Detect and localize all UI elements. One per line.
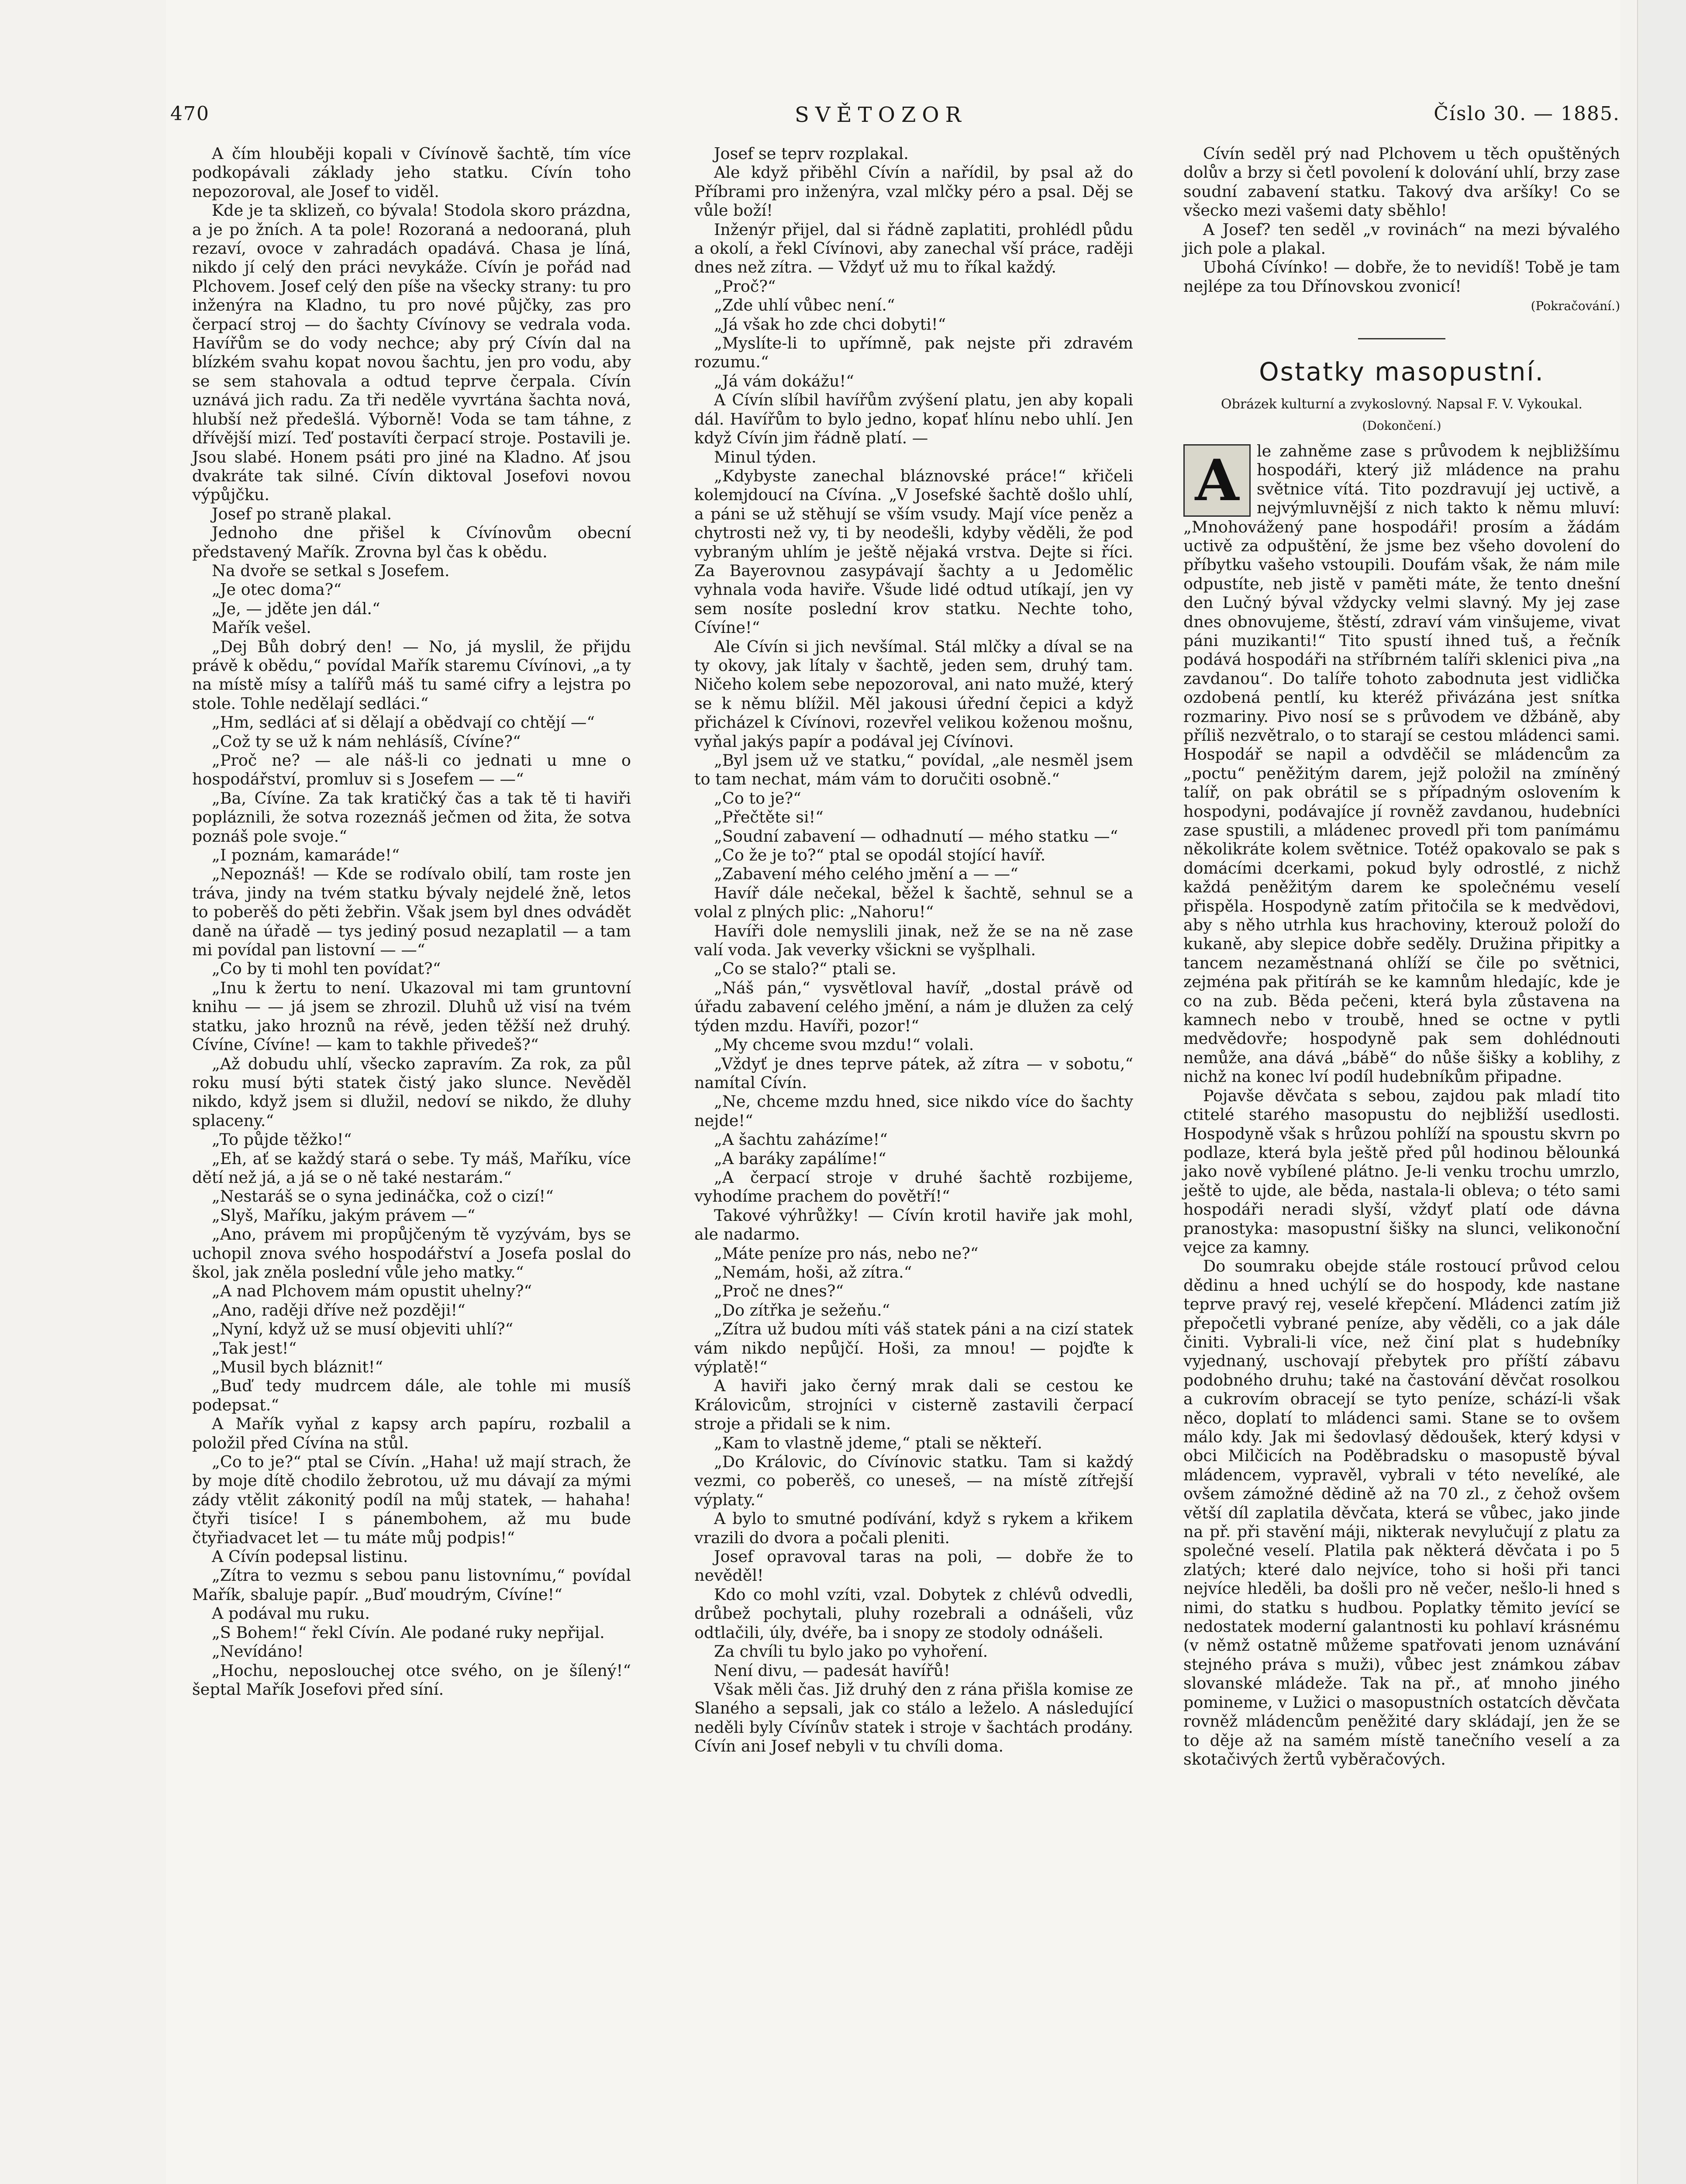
paragraph: „Nemám, hoši, až zítra.“ — [714, 1262, 912, 1282]
paragraph: A čím hlouběji kopali v Cívínově šachtě, tím více podkopávali základy jeho statku. Cívín toho nepozoroval, ale Josef to viděl. — [192, 144, 631, 201]
paragraph: „Co že je to?“ ptal se opodál stojící havíř. — [714, 846, 1046, 865]
article-body — [1183, 442, 1620, 1769]
paragraph: Ale když přiběhl Cívín a nařídil, by psal až do Příbrami pro inženýra, vzal mlčky péro a psal. Děj se vůle boží! — [694, 163, 1133, 220]
paragraph: „Byl jsem už ve statku,“ povídal, „ale nesměl jsem to tam nechat, mám vám to doručiti osobně.“ — [694, 751, 1133, 789]
paragraph: Inženýr přijel, dal si řádně zaplatiti, prohlédl půdu a okolí, a řekl Cívínovi, aby zanechal vší práce, raději dnes než zítra. — Vždyť už mu to říkal každý. — [694, 220, 1133, 277]
magazine-title: SVĚTOZOR — [795, 103, 967, 127]
paragraph: „Hm, sedláci ať si dělají a obědvají co chtějí —“ — [212, 713, 595, 732]
paragraph: „Je, — jděte jen dál.“ — [212, 599, 380, 618]
paragraph: Josef po straně plakal. — [212, 504, 392, 523]
paragraph: „Hochu, neposlouchej otce svého, on je šílený!“ šeptal Mařík Josefovi před síní. — [192, 1661, 631, 1699]
paragraph: Josef opravoval taras na poli, — dobře že to nevěděl! — [694, 1547, 1133, 1585]
paragraph: „Nestaráš se o syna jedináčka, což o cizí!“ — [212, 1187, 554, 1206]
paragraph: „A šachtu zaházíme!“ — [714, 1130, 888, 1149]
page-number: 470 — [170, 103, 210, 125]
paragraph: „Do Královic, do Cívínovic statku. Tam si každý vezmi, co poberěš, co uneseš, — na místě zítřejší výplaty.“ — [694, 1452, 1133, 1509]
paragraph: A podával mu ruku. — [212, 1604, 370, 1623]
paragraph: „A baráky zapálíme!“ — [714, 1149, 886, 1168]
paragraph: „Přečtěte si!“ — [714, 808, 824, 827]
paragraph: „Nyní, když už se musí objeviti uhlí?“ — [212, 1320, 514, 1339]
paragraph: „Je otec doma?“ — [212, 580, 341, 599]
paragraph: „Buď tedy mudrcem dále, ale tohle mi musíš podepsat.“ — [192, 1376, 631, 1414]
scan-edge — [1637, 0, 1686, 2184]
paragraph: „Náš pán,“ vysvětloval havíř, „dostal právě od úřadu zabavení celého jmění, a nám je dlužen za celý týden mzdu. Havíři, pozor!“ — [694, 978, 1133, 1035]
paragraph: „Ano, raději dříve než později!“ — [212, 1300, 465, 1320]
paragraph: A haviři jako černý mrak dali se cestou ke Královicům, strojníci v cisterně zastavili čerpací stroje a přidali se k nim. — [694, 1376, 1133, 1434]
drop-cap-ornament: A — [1183, 444, 1251, 517]
paragraph: „Zabavení mého celého jmění a — —“ — [714, 864, 1018, 884]
paragraph: „Ne, chceme mzdu hned, sice nikdo více do šachty nejde!“ — [694, 1092, 1133, 1130]
paragraph: A Mařík vyňal z kapsy arch papíru, rozbalil a položil před Cívína na stůl. — [192, 1414, 631, 1452]
paragraph: „Soudní zabavení — odhadnutí — mého statku —“ — [714, 826, 1118, 846]
paragraph: Ubohá Cívínko! — dobře, že to nevidíš! Tobě je tam nejlépe za tou Dřínovskou zvonicí! — [1183, 258, 1620, 296]
paragraph: „Eh, ať se každý stará o sebe. Ty máš, Maříku, více dětí než já, a já se o ně také nestarám.“ — [192, 1149, 631, 1187]
paragraph: „Co se stalo?“ ptali se. — [714, 959, 896, 978]
article-title: Ostatky masopustní. — [1259, 357, 1545, 387]
paragraph: Jednoho dne přišel k Cívínovům obecní představený Mařík. Zrovna byl čas k obědu. — [192, 523, 631, 561]
paragraph: „Vždyť je dnes teprve pátek, až zítra — v sobotu,“ namítal Cívín. — [694, 1054, 1133, 1092]
article-paragraph: le zahněme zase s průvodem k nejbližšímu hospodáři, který již mládence na prahu světnice vítá. Tito pozdravují jej uctivě, a nejvýmluvnější z nich takto k němu mluví: „Mnohovážený pane hospodáři! prosím a žádám uctivě za odpuštění, že jsme bez všeho dovolení do příbytku vašeho vstoupili. Doufám však, že nám mile odpustíte, neb jistě v paměti máte, že tento dnešní den Lučný býval vždycky velmi slavný. My jej zase dnes obnovujeme, štěstí, zdraví vám vinšujeme, vivat páni muzikanti!“ Tito spustí ihned tuš, a řečník podává hospodáři na stříbrném talíři sklenici piva „na zavdanou“. Do talíře tohoto zabodnuta jest vidlička ozdobená pentlí, ku kteréž přivázána jest snítka rozmariny. Pivo nosí se s průvodem ve džbáně, aby příliš nezvětralo, o to starají se cestou mládenci sami. Hospodář se napil a odvděčil se mládencům za „poctu“ peněžitým darem, jejž položil na zmíněný talíř, on pak obrátil se s případným oslovením k hospodyni, podávajíce jí rovněž zavdanou, hudebníci zase spustili, a mládenec provedl při tom panímámu několikráte kolem světnice. Totéž opakovalo se pak s domácími dcerkami, pokud byly odrostlé, z nichž každá peněžitým darem ke společnému veselí přispěla. Hospodyně zatím přitočila se k medvědovi, aby s něho utrhla kus hrachoviny, kterouž položí do kukaně, aby slepice dobře seděly. Družina připitky a tancem nezaměstnaná ohlíží se čile po světnici, zejména pak přitíráh se ke kamnům hledajíc, kde je co na zub. Běda pečeni, která byla zůstavena na kamnech nebo v troubě, hned se octne v pytli medvědovře; hospodyně pak sem dohlédnouti nemůže, ana dává „bábě“ do nůše šišky a koblihy, z nichž na konec lví podíl hudebníkům připadne. — [1183, 441, 1620, 1086]
column-1 — [192, 144, 631, 1699]
paragraph: Minul týden. — [714, 447, 817, 467]
paragraph: Není divu, — padesát havířů! — [714, 1661, 950, 1680]
paragraph: „A nad Plchovem mám opustit uhelny?“ — [212, 1282, 532, 1301]
paragraph: „Ano, právem mi propůjčeným tě vyzývám, bys se uchopil znova svého hospodářství a Josefa poslal do škol, jak zněla poslední vůle jeho matky.“ — [192, 1225, 631, 1282]
paragraph: „Zítra už budou míti váš statek páni a na cizí statek vám nikdo nepůjčí. Hoši, za mnou! — pojďte k výplatě!“ — [694, 1320, 1133, 1376]
article-paragraph: Pojavše děvčata s sebou, zajdou pak mladí tito ctitelé starého masopustu do nejbližší usedlosti. Hospodyně však s hrůzou pohlíží na spoustu skvrn po podlaze, která byla ještě před půl hodinou bělounká jako nově vybílené plátno. Je-li venku trochu umrzlo, ještě to ujde, ale běda, nastala-li obleva; o této sami hospodáři neradi slyší, vždyť platí ode dávna pranostyka: masopustní šišky na slunci, velikonoční vejce za kamny. — [1183, 1086, 1620, 1257]
continuation-note: (Pokračování.) — [1531, 299, 1620, 314]
paragraph: „Proč ne dnes?“ — [714, 1282, 844, 1301]
column-3 — [1183, 144, 1620, 1769]
paragraph: „Proč?“ — [714, 276, 776, 296]
paragraph: „Kdybyste zanechal bláznovské práce!“ křičeli kolemjdoucí na Cívína. „V Josefské šachtě došlo uhlí, a páni se už stěhují se vším vsudy. Mají více peněz a chytrosti než vy, ti by neodešli, kdyby věděli, že pod vybraným uhlím je ještě nějaká vrstva. Dejte si říci. Za Bayerovnou zasypávají šachty a u Jedomělic vyhnala voda haviře. Všude lidé odtud utíkají, jen vy sem nosíte poslední krov statku. Nechte toho, Cívíne!“ — [694, 466, 1133, 637]
page-header — [166, 98, 1620, 133]
paragraph: „Dej Bůh dobrý den! — No, já myslil, že přijdu právě k obědu,“ povídal Mařík staremu Cívínovi, „a ty na místě mísy a talířů máš tu samé cifry a lejstra po stole. Tohle nedělají sedláci.“ — [192, 637, 631, 713]
paragraph: „Zde uhlí vůbec není.“ — [714, 296, 895, 315]
paragraph: „Což ty se už k nám nehlásíš, Cívíne?“ — [212, 732, 521, 751]
paragraph: Na dvoře se setkal s Josefem. — [212, 561, 450, 580]
paragraph: Takové výhrůžky! — Cívín krotil haviře jak mohl, ale nadarmo. — [694, 1206, 1133, 1244]
paragraph: „Já však ho zde chci dobyti!“ — [714, 314, 946, 334]
paragraph: Josef se teprv rozplakal. — [714, 144, 909, 163]
paragraph: „Co to je?“ ptal se Cívín. „Haha! už mají strach, že by moje dítě chodilo žebrotou, už mu dávají za mými zády vtělit zákonitý podíl na můj statek, — hahaha! čtyři tisíce! I s pánembohem, až mu bude čtyřiadvacet let — tu máte můj podpis!“ — [192, 1452, 631, 1547]
paragraph: „I poznám, kamaráde!“ — [212, 846, 400, 865]
paragraph: „Do zítřka je sežeňu.“ — [714, 1300, 890, 1320]
paragraph: „Musil bych bláznit!“ — [212, 1358, 383, 1376]
paragraph: A Cívín slíbil havířům zvýšení platu, jen aby kopali dál. Havířům to bylo jedno, kopať hlínu nebo uhlí. Jen když Cívín jim řádně platí. — — [694, 390, 1133, 448]
paragraph: „Máte peníze pro nás, nebo ne?“ — [714, 1244, 979, 1263]
story-continued — [1183, 144, 1620, 296]
paragraph: „Tak jest!“ — [212, 1338, 297, 1358]
article-paragraph: Do soumraku obejde stále rostoucí průvod celou dědinu a hned uchýlí se do hospody, kde nastane teprve pravý rej, veselé křepčení. Mládenci zatím již přepočetli vybrané peníze, aby věděli, co a jak dále činiti. Vybrali-li více, než činí plat s hudebníky vyjednaný, uschovají přebytek pro příští zábavu podobného druhu; také na častování děvčat rosolkou a cukrovím obracejí se tyto peníze, schází-li však něco, doplatí to mládenci sami. Stane se to ovšem málo kdy. Jak mi šedovlasý dědoušek, který kdysi v obci Milčicích na Poděbradsku o masopustě býval mládencem, vypravěl, vybrali v této nevelíké, ale ovšem zámožné dědině až na 70 zl., z čehož ovšem větší díl zaplatila děvčata, která se vůbec, jako jinde na př. při stavění máji, nikterak nevylučují z platu za společné veselí. Platila pak některá děvčata i po 5 zlatých; které dalo nejvíce, toho si hoši při tanci nejvíce hleděli, ba došli pro ně večer, nešlo-li hned s nimi, do statku s hudbou. Poplatky těmito jevící se nedostatek moderní galantnosti ku pohlaví krásnému (v němž ostatně můžeme spatřovati jenom uznávání stejného práva s muži), vůbec jest známkou zábav slovanské mládeže. Tak na př., ať mnoho jiného pomineme, v Lužici o masopustních ostatcích děvčata rovněž mládencům peněžité dary skládají, jen že se to děje až na samém místě tanečního veselí a za skotačivých žertů vyběračových. — [1183, 1257, 1620, 1769]
paragraph: „Co to je?“ — [714, 788, 801, 808]
paragraph: „S Bohem!“ řekl Cívín. Ale podané ruky nepřijal. — [212, 1623, 605, 1642]
paragraph: Mařík vešel. — [212, 618, 311, 637]
paragraph: „Ba, Cívíne. Za tak kratičký čas a tak tě ti haviři popláznili, že sotva rozeznáš ječmen od žita, že sotva poznáš pole svoje.“ — [192, 788, 631, 846]
paragraph: Havíři dole nemyslili jinak, než že se na ně zase valí voda. Jak veverky všickni se vyšplhali. — [694, 921, 1133, 960]
paragraph: „Proč ne? — ale náš-li co jednati u mne o hospodářství, promluv si s Josefem — —“ — [192, 751, 631, 789]
issue-number: Číslo 30. — 1885. — [1434, 103, 1620, 125]
paragraph: „Zítra to vezmu s sebou panu listovnímu,“ povídal Mařík, sbaluje papír. „Buď moudrým, Cívíne!“ — [192, 1566, 631, 1604]
paragraph: „Já vám dokážu!“ — [714, 371, 854, 390]
newspaper-page — [166, 0, 1620, 2184]
paragraph: „Až dobudu uhlí, všecko zapravím. Za rok, za půl roku musí býti statek čistý jako slunce. Nevěděl nikdo, když jsem si dlužil, nedoví se nikdo, že dluhy splaceny.“ — [192, 1054, 631, 1130]
paragraph: Ale Cívín si jich nevšímal. Stál mlčky a díval se na ty okovy, jak lítaly v šachtě, jeden sem, druhý tam. Ničeho kolem sebe nepozoroval, ani nato mužé, který se k němu blížil. Měl jakousi úřední čepici a když přicházel k Cívínovi, rozevřel velikou koženou mošnu, vyňal jakýs papír a podával jej Cívínovi. — [694, 637, 1133, 751]
paragraph: „Nepoznáš! — Kde se rodívalo obilí, tam roste jen tráva, jindy na tvém statku bývaly nejdelé žně, letos to poberěš do pěti žebřin. Však jsem byl dnes odvádět daně na úřadě — tys jediný posud nezaplatil — a tam mi povídal pan listovní — —“ — [192, 864, 631, 960]
paragraph: Kdo co mohl vzíti, vzal. Dobytek z chlévů odvedli, drůbež pochytali, pluhy rozebrali a odnášeli, vůz odtlačili, úly, dvéře, ba i snopy ze stodoly odnášeli. — [694, 1585, 1133, 1642]
paragraph: „Inu k žertu to není. Ukazoval mi tam gruntovní knihu — — já jsem se zhrozil. Dluhů už visí na tvém statku, jako hroznů na révě, jeden těžší než druhý. Cívíne, Cívíne! — kam to takhle přivedeš?“ — [192, 978, 631, 1054]
paragraph: Havíř dále nečekal, běžel k šachtě, sehnul se a volal z plných plic: „Nahoru!“ — [694, 883, 1133, 922]
paragraph: „Nevídáno! — [212, 1642, 304, 1661]
paragraph: A bylo to smutné podívání, když s rykem a křikem vrazili do dvora a počali pleniti. — [694, 1509, 1133, 1547]
paragraph: A Cívín podepsal listinu. — [212, 1547, 408, 1566]
paragraph: „Myslíte-li to upřímně, pak nejste při zdravém rozumu.“ — [694, 334, 1133, 372]
article-subtitle: Obrázek kulturní a zvykoslovný. Napsal F. V. Vykoukal. — [1221, 397, 1583, 412]
paragraph: „Slyš, Maříku, jakým právem —“ — [212, 1206, 476, 1225]
paragraph: „A čerpací stroje v druhé šachtě rozbijeme, vyhodíme prachem do povětří!“ — [694, 1168, 1133, 1206]
paragraph: Za chvíli tu bylo jako po vyhoření. — [714, 1642, 988, 1661]
paragraph: „My chceme svou mzdu!“ volali. — [714, 1035, 974, 1054]
paragraph: A Josef? ten seděl „v rovinách“ na mezi bývalého jich pole a plakal. — [1183, 220, 1620, 258]
paragraph: „Co by ti mohl ten povídat?“ — [212, 959, 441, 978]
paragraph: Cívín seděl prý nad Plchovem u těch opuštěných dolův a brzy si četl povolení k dolování uhlí, brzy zase soudní zabavení statku. Takový dva aršíky! Co se všecko mezi vašemi daty sběhlo! — [1183, 144, 1620, 220]
section-divider — [1183, 325, 1620, 343]
paragraph: „Kam to vlastně jdeme,“ ptali se někteří. — [714, 1433, 1042, 1452]
paragraph: Však měli čas. Již druhý den z rána přišla komise ze Slaného a sepsali, jak co stálo a leželo. A následující neděli byly Cívínův statek i stroje v šachtách prodány. Cívín ani Josef nebyli v tu chvíli doma. — [694, 1679, 1133, 1756]
column-2 — [694, 144, 1133, 1756]
article-note: (Dokončení.) — [1362, 418, 1441, 433]
paragraph: Kde je ta sklizeň, co bývala! Stodola skoro prázdna, a je po žních. A ta pole! Rozoraná a nedooraná, pluh rezaví, ovoce v zahradách opadává. Chasa je líná, nikdo jí celý den práci nevykáže. Cívín je pořád nad Plchovem. Josef celý den píše na všecky strany: tu pro inženýra na Kladno, tu pro nové půjčky, zas pro čerpací stroj — do šachty Cívínovy se vedrala voda. Havířům se do vody nechce; aby prý Cívín dal na blízkém svahu kopat novou šachtu, jen pro vodu, aby se sem stahovala a odtud teprve čerpala. Cívín uznává jich radu. Za tři neděle vyvrtána šachta nová, hlubší než předešlá. Výborně! Voda se tam táhne, z dřívější mizí. Teď postavíti čerpací stroje. Postavili je. Jsou slabé. Honem psáti pro jiné na Kladno. Ať jsou dvakráte tak silné. Cívín diktoval Josefovi novou výpůjčku. — [192, 201, 631, 505]
paragraph: „To půjde těžko!“ — [212, 1130, 352, 1149]
